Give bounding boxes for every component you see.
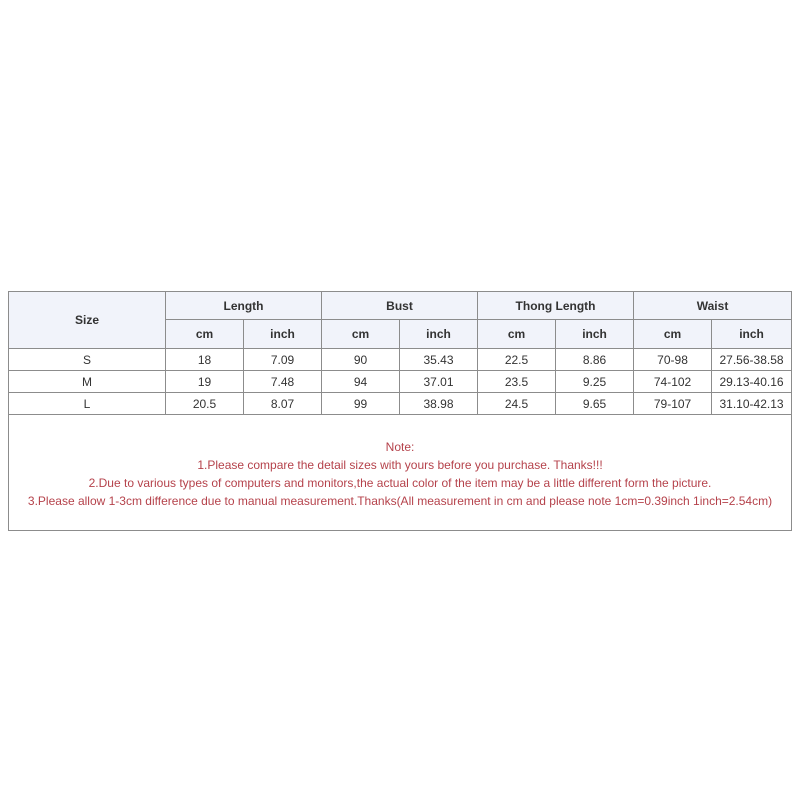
table-cell: 20.5: [166, 393, 244, 415]
table-cell: 7.09: [244, 349, 322, 371]
table-cell: 27.56-38.58: [712, 349, 792, 371]
table-cell: 24.5: [478, 393, 556, 415]
table-cell: 90: [322, 349, 400, 371]
size-cell: S: [9, 349, 166, 371]
unit-header: cm: [478, 320, 556, 349]
table-cell: 23.5: [478, 371, 556, 393]
table-cell: 99: [322, 393, 400, 415]
size-header: Size: [9, 292, 166, 349]
note-line-2: 2.Due to various types of computers and monitors,the actual color of the item may be a little different form the picture.: [88, 475, 712, 490]
table-cell: 74-102: [634, 371, 712, 393]
size-chart-table: [8, 291, 792, 531]
table-cell: 8.07: [244, 393, 322, 415]
table-cell: 38.98: [400, 393, 478, 415]
table-cell: 70-98: [634, 349, 712, 371]
unit-header: cm: [322, 320, 400, 349]
table-cell: 9.65: [556, 393, 634, 415]
table-cell: 18: [166, 349, 244, 371]
waist-header: Waist: [634, 292, 792, 320]
table-cell: 79-107: [634, 393, 712, 415]
unit-header: cm: [166, 320, 244, 349]
unit-header: inch: [556, 320, 634, 349]
bust-header: Bust: [322, 292, 478, 320]
table-cell: 22.5: [478, 349, 556, 371]
table-cell: 9.25: [556, 371, 634, 393]
table-row: [9, 349, 792, 371]
table-row: [9, 393, 792, 415]
table-cell: 35.43: [400, 349, 478, 371]
length-header: Length: [166, 292, 322, 320]
table-cell: 37.01: [400, 371, 478, 393]
table-cell: 31.10-42.13: [712, 393, 792, 415]
unit-header: inch: [244, 320, 322, 349]
table-row: [9, 371, 792, 393]
note-line-1: 1.Please compare the detail sizes with yours before you purchase. Thanks!!!: [197, 457, 603, 472]
thong-length-header: Thong Length: [478, 292, 634, 320]
notes-cell: [9, 415, 792, 531]
unit-header: cm: [634, 320, 712, 349]
table-cell: 19: [166, 371, 244, 393]
table-cell: 94: [322, 371, 400, 393]
note-title: Note:: [385, 439, 415, 454]
table-cell: 29.13-40.16: [712, 371, 792, 393]
table-cell: 8.86: [556, 349, 634, 371]
size-cell: M: [9, 371, 166, 393]
note-line-3: 3.Please allow 1-3cm difference due to manual measurement.Thanks(All measurement in cm and please note 1cm=0.39inch 1inch=2.54cm): [27, 493, 773, 508]
table-cell: 7.48: [244, 371, 322, 393]
unit-header: inch: [400, 320, 478, 349]
size-cell: L: [9, 393, 166, 415]
unit-header: inch: [712, 320, 792, 349]
